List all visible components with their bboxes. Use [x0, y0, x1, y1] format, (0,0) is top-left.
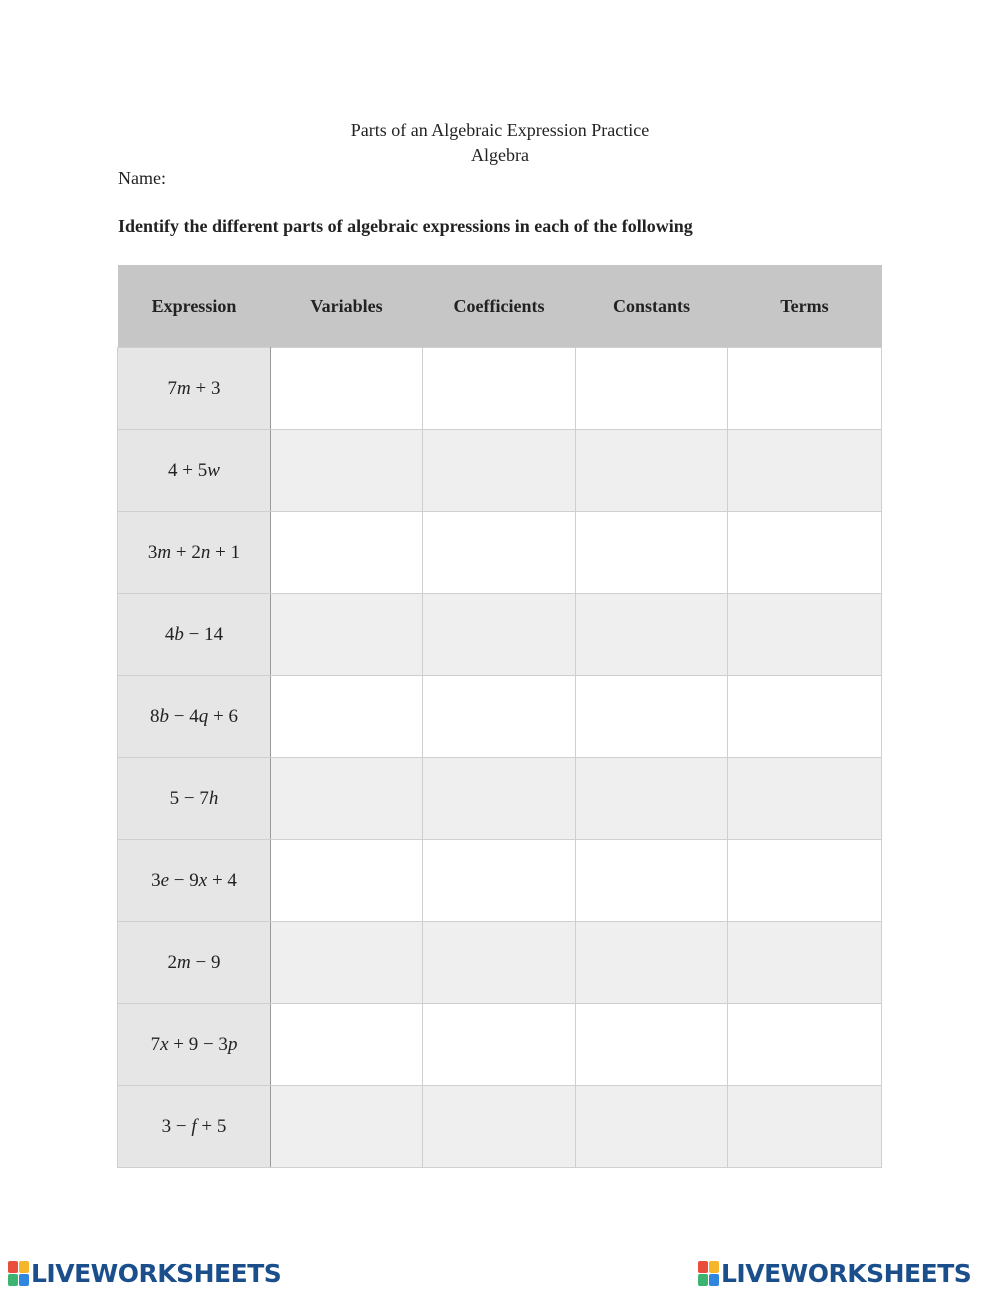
expression-text: 4b − 14 [164, 623, 224, 645]
answer-cell-coefficients[interactable] [423, 430, 576, 512]
expression-text: 3m + 2n + 1 [147, 541, 241, 563]
answer-cell-constants[interactable] [576, 594, 728, 676]
logo-text: LIVEWORKSHEETS [31, 1258, 282, 1288]
column-header-expression: Expression [118, 265, 271, 348]
answer-cell-terms[interactable] [728, 348, 882, 430]
answer-cell-constants[interactable] [576, 758, 728, 840]
answer-cell-constants[interactable] [576, 840, 728, 922]
answer-cell-coefficients[interactable] [423, 758, 576, 840]
expression-text: 8b − 4q + 6 [150, 705, 238, 727]
answer-cell-terms[interactable] [728, 922, 882, 1004]
answer-cell-terms[interactable] [728, 1004, 882, 1086]
footer-logo-left [8, 1258, 281, 1288]
expression-table [117, 265, 882, 1168]
answer-cell-variables[interactable] [271, 430, 423, 512]
table-header-row [118, 265, 882, 348]
answer-cell-constants[interactable] [576, 430, 728, 512]
answer-cell-terms[interactable] [728, 840, 882, 922]
expression-cell [118, 594, 271, 676]
answer-cell-terms[interactable] [728, 1086, 882, 1168]
column-header-terms: Terms [728, 265, 882, 348]
answer-cell-terms[interactable] [728, 676, 882, 758]
expression-cell [118, 676, 271, 758]
worksheet-header [0, 118, 1000, 168]
column-header-constants: Constants [576, 265, 728, 348]
answer-cell-coefficients[interactable] [423, 594, 576, 676]
answer-cell-variables[interactable] [271, 840, 423, 922]
expression-text: 3 − f + 5 [161, 1115, 227, 1137]
footer-logo-right [698, 1258, 971, 1288]
answer-cell-terms[interactable] [728, 430, 882, 512]
liveworksheets-logo-icon [698, 1261, 719, 1286]
instructions: Identify the different parts of algebraic expressions in each of the following [118, 216, 693, 236]
answer-cell-variables[interactable] [271, 758, 423, 840]
answer-cell-variables[interactable] [271, 922, 423, 1004]
answer-cell-coefficients[interactable] [423, 1004, 576, 1086]
answer-cell-coefficients[interactable] [423, 840, 576, 922]
answer-cell-constants[interactable] [576, 1086, 728, 1168]
table-row [118, 594, 882, 676]
table-body [118, 348, 882, 1168]
expression-cell [118, 430, 271, 512]
column-header-variables: Variables [271, 265, 423, 348]
table-row [118, 676, 882, 758]
answer-cell-coefficients[interactable] [423, 1086, 576, 1168]
answer-cell-variables[interactable] [271, 594, 423, 676]
answer-cell-variables[interactable] [271, 512, 423, 594]
answer-cell-variables[interactable] [271, 348, 423, 430]
expression-text: 7x + 9 − 3p [150, 1033, 238, 1055]
answer-cell-constants[interactable] [576, 676, 728, 758]
worksheet-subtitle: Algebra [471, 145, 529, 165]
answer-cell-coefficients[interactable] [423, 348, 576, 430]
answer-cell-coefficients[interactable] [423, 676, 576, 758]
table-row [118, 512, 882, 594]
answer-cell-terms[interactable] [728, 512, 882, 594]
logo-text: LIVEWORKSHEETS [721, 1258, 972, 1288]
expression-text: 4 + 5w [168, 459, 220, 481]
table-row [118, 348, 882, 430]
answer-cell-coefficients[interactable] [423, 512, 576, 594]
answer-cell-constants[interactable] [576, 1004, 728, 1086]
table-row [118, 758, 882, 840]
answer-cell-variables[interactable] [271, 676, 423, 758]
table-row [118, 430, 882, 512]
expression-text: 3e − 9x + 4 [151, 869, 237, 891]
expression-cell [118, 758, 271, 840]
table-row [118, 922, 882, 1004]
liveworksheets-logo-icon [8, 1261, 29, 1286]
name-label: Name: [118, 168, 166, 188]
expression-text: 5 − 7h [169, 787, 219, 809]
expression-cell [118, 840, 271, 922]
answer-cell-variables[interactable] [271, 1004, 423, 1086]
answer-cell-variables[interactable] [271, 1086, 423, 1168]
answer-cell-constants[interactable] [576, 348, 728, 430]
expression-cell [118, 1004, 271, 1086]
answer-cell-coefficients[interactable] [423, 922, 576, 1004]
column-header-coefficients: Coefficients [423, 265, 576, 348]
expression-text: 2m − 9 [167, 951, 221, 973]
table-row [118, 840, 882, 922]
answer-cell-constants[interactable] [576, 922, 728, 1004]
expression-text: 7m + 3 [167, 377, 221, 399]
answer-cell-terms[interactable] [728, 594, 882, 676]
expression-cell [118, 1086, 271, 1168]
expression-cell [118, 922, 271, 1004]
table-row [118, 1086, 882, 1168]
expression-cell [118, 512, 271, 594]
worksheet-title: Parts of an Algebraic Expression Practice [350, 120, 650, 140]
expression-cell [118, 348, 271, 430]
answer-cell-constants[interactable] [576, 512, 728, 594]
answer-cell-terms[interactable] [728, 758, 882, 840]
table-row [118, 1004, 882, 1086]
